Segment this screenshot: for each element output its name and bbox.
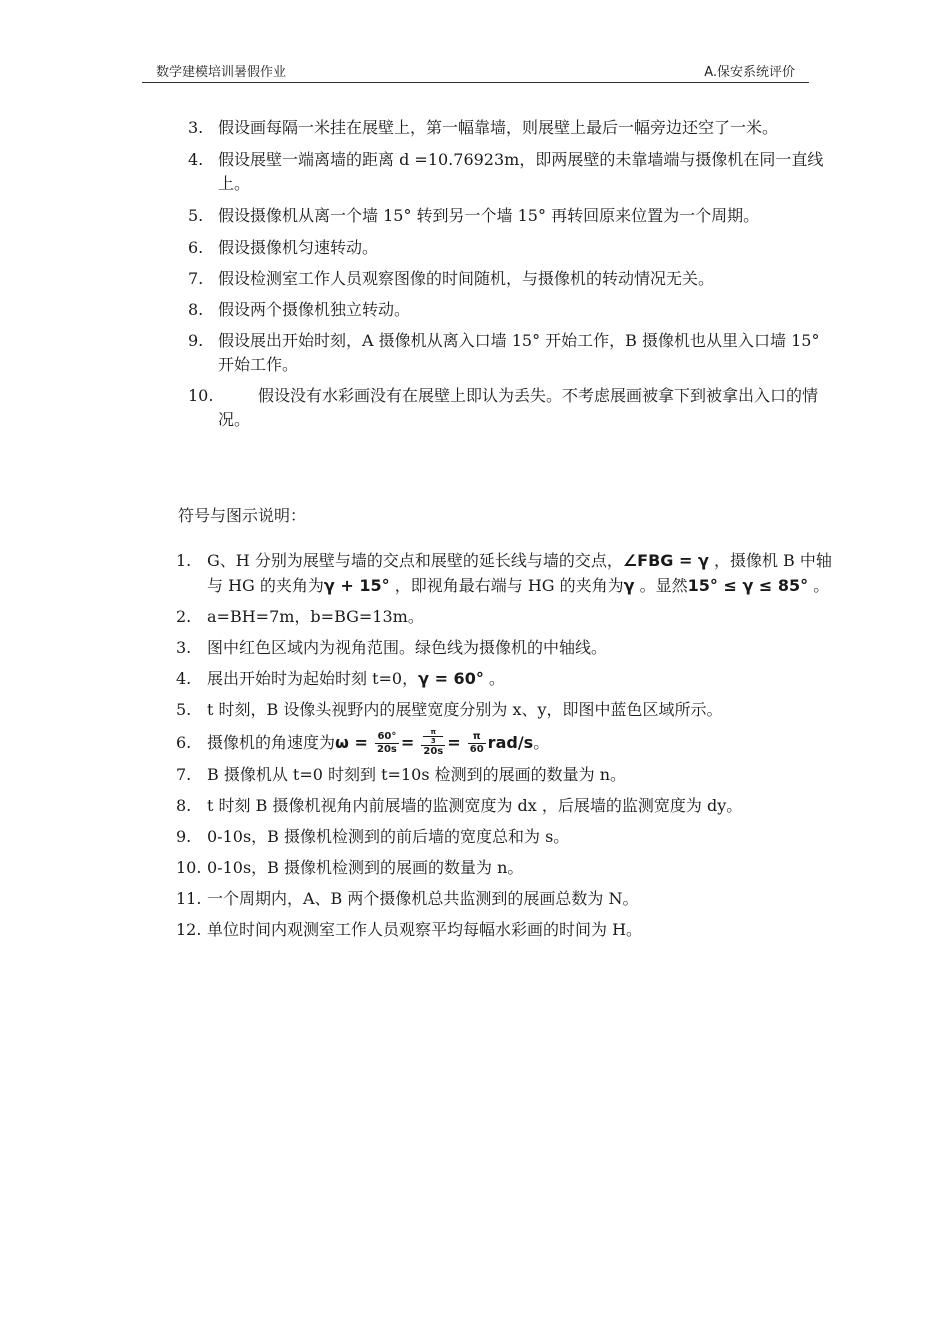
equals-sign: = [447, 733, 461, 752]
symbol-item [176, 697, 836, 722]
item-number: 9. [188, 331, 204, 350]
symbol-item [176, 635, 836, 660]
item-number: 6. [176, 733, 192, 752]
item-text: 假设摄像机从离一个墙 15° 转到另一个墙 15° 再转回原来位置为一个周期。 [218, 206, 760, 225]
item-number: 10. [188, 386, 214, 405]
symbol-item [176, 824, 836, 849]
symbol-item [176, 728, 836, 758]
math-expression: ∠FBG = γ [622, 551, 709, 570]
item-text: 单位时间内观测室工作人员观察平均每幅水彩画的时间为 H。 [207, 920, 643, 939]
inner-numerator: π [423, 729, 443, 737]
unit: rad/s [487, 733, 534, 752]
item-text: 。 [533, 733, 550, 752]
item-number: 8. [176, 796, 192, 815]
item-text: 0-10s，B 摄像机检测到的前后墙的宽度总和为 s。 [207, 827, 570, 846]
numerator: π [468, 731, 486, 744]
item-text: t 时刻，B 设像头视野内的展壁宽度分别为 x、y，即图中蓝色区域所示。 [207, 700, 723, 719]
symbol-item [176, 548, 836, 598]
item-number: 4. [188, 150, 204, 169]
assumption-item [188, 384, 828, 432]
item-number: 8. [188, 300, 204, 319]
item-text: 。 [808, 576, 830, 595]
item-text: 假设没有水彩画没有在展壁上即认为丢失。不考虑展画被拿下到被拿出入口的情况。 [218, 386, 819, 429]
item-text: a=BH=7m，b=BG=13m。 [207, 607, 424, 626]
item-text: 图中红色区域内为视角范围。绿色线为摄像机的中轴线。 [207, 638, 608, 657]
symbol-item [176, 855, 836, 880]
fraction [421, 729, 445, 758]
item-number: 5. [188, 206, 204, 225]
fraction [375, 731, 399, 756]
equals-sign: = [400, 733, 415, 752]
assumption-item [188, 204, 828, 228]
inner-denominator: 3 [430, 737, 436, 745]
item-text: 假设画每隔一米挂在展壁上，第一幅靠墙，则展壁上最后一幅旁边还空了一米。 [218, 118, 779, 137]
item-text: 假设两个摄像机独立转动。 [218, 300, 411, 319]
item-text: 一个周期内，A、B 两个摄像机总共监测到的展画总数为 N。 [207, 889, 639, 908]
assumption-list [188, 116, 828, 432]
denominator: 20s [423, 746, 444, 757]
item-number: 9. [176, 827, 192, 846]
item-text: ，摄像机 B 中轴与 HG 的夹角为 [207, 551, 832, 595]
assumption-item [188, 116, 828, 140]
symbol-item [176, 917, 836, 942]
math-expression: 15° ≤ γ ≤ 85° [687, 576, 809, 595]
math-expression: γ + 15° [323, 576, 390, 595]
assumption-item [188, 329, 828, 377]
symbol-item [176, 604, 836, 629]
assumption-item [188, 298, 828, 322]
item-text: B 摄像机从 t=0 时刻到 t=10s 检测到的展画的数量为 n。 [207, 765, 627, 784]
item-text: ，即视角最右端与 HG 的夹角为 [389, 576, 624, 595]
item-text: 假设检测室工作人员观察图像的时间随机，与摄像机的转动情况无关。 [218, 269, 715, 288]
item-number: 11. [176, 889, 202, 908]
math-expression: γ [623, 576, 635, 595]
denominator: 20s [377, 744, 397, 755]
numerator: 60° [375, 731, 399, 744]
fraction [468, 731, 486, 756]
numerator [421, 729, 445, 746]
item-text: G、H 分别为展壁与墙的交点和展壁的延长线与墙的交点， [207, 551, 623, 570]
assumption-item [188, 267, 828, 291]
item-text: 假设摄像机匀速转动。 [218, 238, 379, 257]
item-number: 10. [176, 858, 202, 877]
item-number: 5. [176, 700, 192, 719]
item-number: 12. [176, 920, 202, 939]
item-number: 3. [176, 638, 192, 657]
symbol-item [176, 762, 836, 787]
item-number: 3. [188, 118, 204, 137]
item-number: 6. [188, 238, 204, 257]
math-expression: γ = 60° [418, 669, 484, 688]
header-right-title: A.保安系统评价 [704, 65, 795, 80]
symbol-item [176, 886, 836, 911]
section-title: 符号与图示说明： [178, 506, 307, 525]
item-number: 1. [176, 551, 192, 570]
item-number: 4. [176, 669, 192, 688]
item-text: 。显然 [634, 576, 688, 595]
item-text: 展出开始时为起始时刻 t=0， [207, 669, 419, 688]
symbol-item [176, 666, 836, 691]
page-header [142, 58, 809, 83]
item-text: 假设展出开始时刻，A 摄像机从离入口墙 15° 开始工作，B 摄像机也从里入口墙 15° 开始工作。 [218, 331, 820, 374]
item-text: 摄像机的角速度为 [207, 733, 336, 752]
symbol-item [176, 793, 836, 818]
assumption-item [188, 148, 828, 196]
denominator: 60 [469, 744, 484, 755]
item-text: 0-10s，B 摄像机检测到的展画的数量为 n。 [207, 858, 524, 877]
item-number: 7. [176, 765, 192, 784]
item-number: 2. [176, 607, 192, 626]
item-text: t 时刻 B 摄像机视角内前展墙的监测宽度为 dx ，后展墙的监测宽度为 dy。 [207, 796, 743, 815]
item-number: 7. [188, 269, 204, 288]
item-text: 假设展壁一端离墙的距离 d =10.76923m，即两展壁的未靠墙端与摄像机在同一直线上。 [218, 150, 824, 193]
symbol-list [176, 548, 836, 942]
header-left-title: 数学建模培训暑假作业 [156, 65, 287, 80]
assumption-item [188, 236, 828, 260]
math-expression: ω = [335, 733, 368, 752]
item-text: 。 [483, 669, 505, 688]
